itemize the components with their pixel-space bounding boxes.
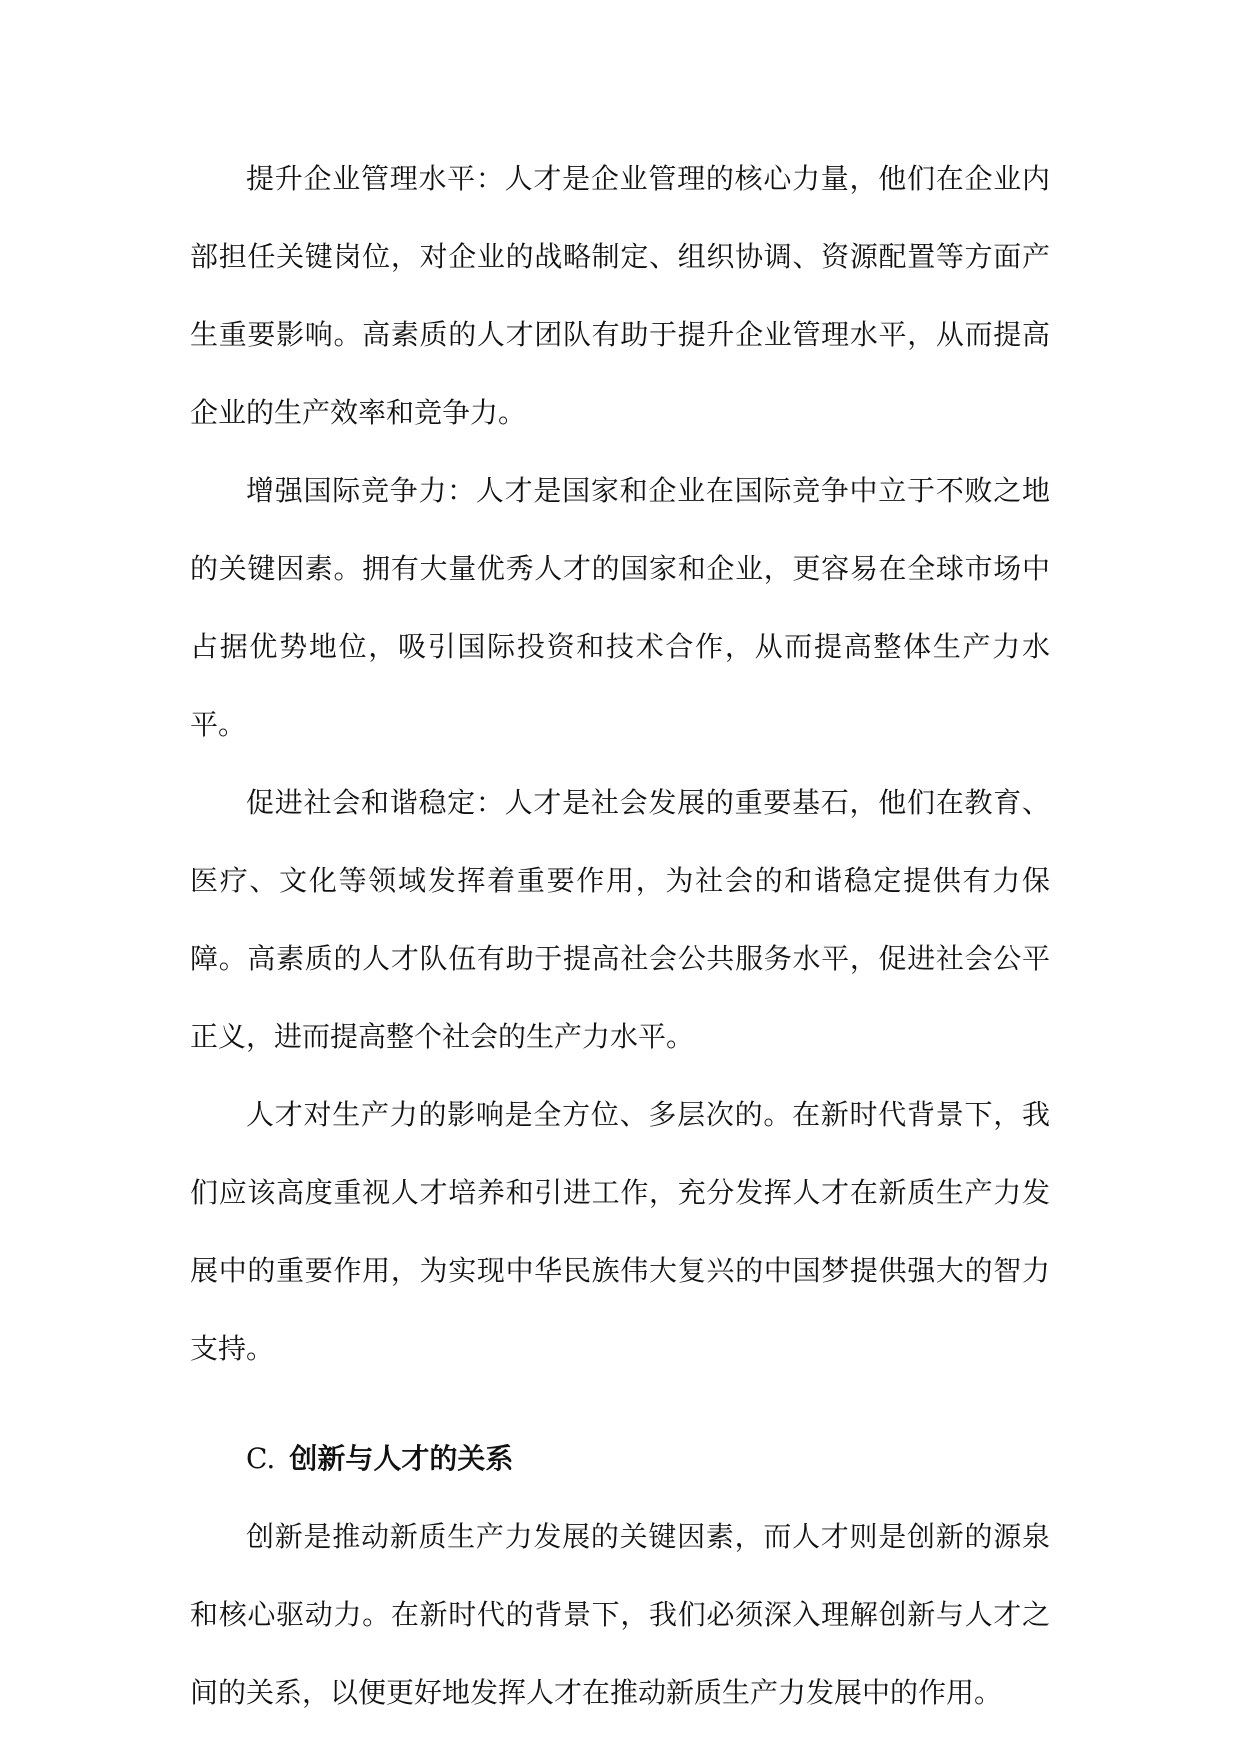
paragraph-management: 提升企业管理水平：人才是企业管理的核心力量，他们在企业内部担任关键岗位，对企业的战略制定、组织协调、资源配置等方面产生重要影响。高素质的人才团队有助于提升企业管理水平，从而提高企业的生产效率和竞争力。 xyxy=(190,162,1050,429)
paragraph-innovation-and-talent: 创新是推动新质生产力发展的关键因素，而人才则是创新的源泉和核心驱动力。在新时代的背景下，我们必须深入理解创新与人才之间的关系，以便更好地发挥人才在推动新质生产力发展中的作用。 xyxy=(190,1520,1050,1709)
section-number: C. xyxy=(246,1442,276,1475)
paragraph-talent-impact-summary: 人才对生产力的影响是全方位、多层次的。在新时代背景下，我们应该高度重视人才培养和引进工作，充分发挥人才在新质生产力发展中的重要作用，为实现中华民族伟大复兴的中国梦提供强大的智力支持。 xyxy=(190,1098,1050,1365)
section-heading xyxy=(190,1420,1050,1498)
paragraph-international-competitiveness: 增强国际竞争力：人才是国家和企业在国际竞争中立于不败之地的关键因素。拥有大量优秀人才的国家和企业，更容易在全球市场中占据优势地位，吸引国际投资和技术合作，从而提高整体生产力水平。 xyxy=(190,474,1050,741)
document-body xyxy=(190,140,1050,1732)
paragraph-social-harmony: 促进社会和谐稳定：人才是社会发展的重要基石，他们在教育、医疗、文化等领域发挥着重要作用，为社会的和谐稳定提供有力保障。高素质的人才队伍有助于提高社会公共服务水平，促进社会公平正义，进而提高整个社会的生产力水平。 xyxy=(190,786,1050,1053)
section-title: 创新与人才的关系 xyxy=(289,1442,514,1475)
